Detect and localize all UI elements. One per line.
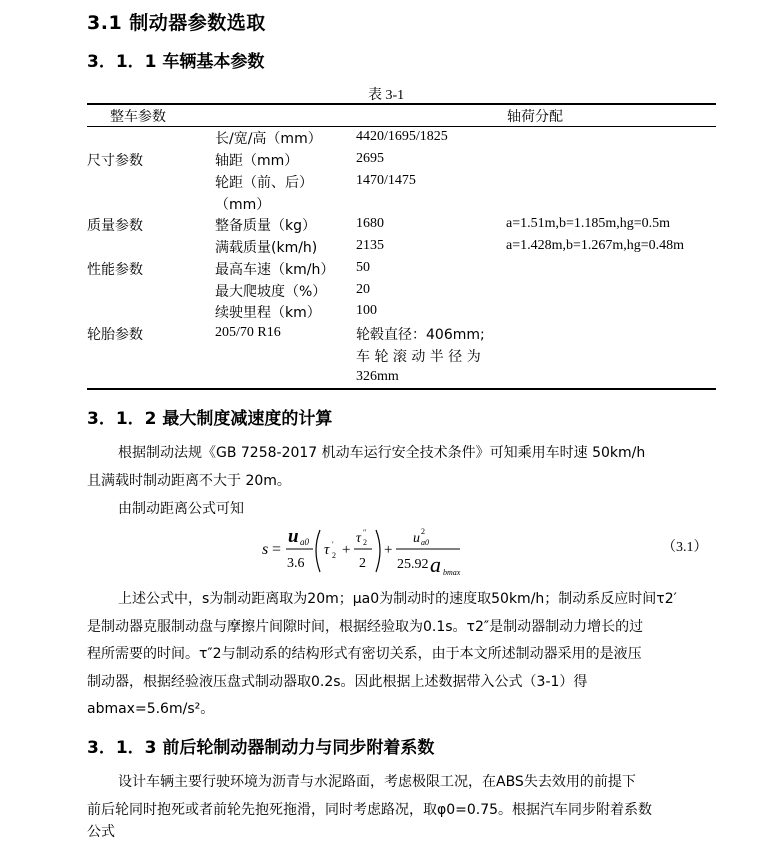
svg-text:′: ′ bbox=[332, 540, 334, 549]
svg-text:s: s bbox=[262, 541, 269, 558]
svg-text:u: u bbox=[413, 531, 420, 546]
row-range-label: 续驶里程（km） bbox=[215, 305, 321, 321]
svg-text:2: 2 bbox=[363, 538, 367, 547]
svg-text:2: 2 bbox=[332, 551, 336, 560]
row-perf-label: 性能参数 bbox=[87, 262, 143, 278]
svg-text:″: ″ bbox=[363, 528, 367, 537]
row-lwh-value: 4420/1695/1825 bbox=[356, 129, 448, 144]
svg-text:3.6: 3.6 bbox=[287, 556, 305, 571]
section-3-1-3-title: 3．1．3 前后轮制动器制动力与同步附着系数 bbox=[87, 738, 435, 758]
row-vmax-label: 最高车速（km/h） bbox=[215, 262, 335, 278]
svg-text:u: u bbox=[288, 526, 299, 547]
row-range-value: 100 bbox=[356, 303, 377, 318]
svg-text:a0: a0 bbox=[300, 537, 309, 547]
row-curb-label: 整备质量（kg） bbox=[215, 218, 316, 234]
paragraph-explanation-line-1: 上述公式中，s为制动距离取为20m；μa0为制动时的速度取50km/h；制动系反应时间τ2′ bbox=[118, 591, 677, 607]
row-mass-label: 质量参数 bbox=[87, 218, 143, 234]
svg-text:a: a bbox=[430, 552, 441, 577]
row-tire-note-1: 轮毂直径：406mm; bbox=[356, 327, 485, 343]
row-tire-note-3: 326mm bbox=[356, 369, 399, 384]
svg-text:bmax: bmax bbox=[443, 568, 461, 577]
row-track-value: 1470/1475 bbox=[356, 173, 416, 188]
row-curb-value: 1680 bbox=[356, 216, 384, 231]
table-header-vehicle: 整车参数 bbox=[110, 109, 166, 125]
row-wheelbase-value: 2695 bbox=[356, 151, 384, 166]
paragraph-formula-intro: 由制动距离公式可知 bbox=[118, 501, 244, 517]
svg-text:τ: τ bbox=[356, 531, 362, 546]
table-bottom-rule bbox=[87, 388, 716, 390]
paragraph-regulation-line-2: 且满载时制动距离不大于 20m。 bbox=[87, 473, 291, 489]
paragraph-explanation-line-3: 程所需要的时间。τ″2与制动系的结构形式有密切关系，由于本文所述制动器采用的是液压 bbox=[87, 646, 642, 662]
row-size-label: 尺寸参数 bbox=[87, 153, 143, 169]
row-full-label: 满载质量(km/h) bbox=[215, 240, 318, 256]
paragraph-explanation-line-2: 是制动器克服制动盘与摩擦片间隙时间，根据经验取为0.1s。τ2″是制动器制动力增长的过 bbox=[87, 619, 644, 635]
paragraph-road-line-1: 设计车辆主要行驶环境为沥青与水泥路面，考虑极限工况，在ABS失去效用的前提下 bbox=[118, 774, 636, 790]
paragraph-road-line-3: 公式 bbox=[87, 824, 115, 840]
table-top-rule bbox=[87, 103, 716, 105]
svg-text:+: + bbox=[342, 542, 351, 558]
row-track-label-2: （mm） bbox=[215, 197, 271, 213]
paragraph-road-line-2: 前后轮同时抱死或者前轮先抱死拖滑，同时考虑路况，取φ0=0.75。根据汽车同步附着系数 bbox=[87, 802, 653, 818]
svg-text:+: + bbox=[384, 542, 393, 558]
row-track-label-1: 轮距（前、后） bbox=[215, 175, 313, 191]
row-tire-spec: 205/70 R16 bbox=[215, 325, 281, 340]
braking-distance-formula bbox=[258, 520, 478, 582]
section-3-1-1-title: 3．1．1 车辆基本参数 bbox=[87, 52, 265, 72]
section-3-1-2-title: 3．1．2 最大制度减速度的计算 bbox=[87, 409, 333, 429]
row-grade-label: 最大爬坡度（%） bbox=[215, 284, 327, 300]
formula-number: （3.1） bbox=[662, 540, 708, 555]
table-header-axle: 轴荷分配 bbox=[507, 109, 563, 125]
svg-text:2: 2 bbox=[421, 527, 425, 536]
row-grade-value: 20 bbox=[356, 282, 370, 297]
row-full-axle: a=1.428m,b=1.267m,hg=0.48m bbox=[506, 238, 685, 253]
paragraph-regulation-line-1: 根据制动法规《GB 7258-2017 机动车运行安全技术条件》可知乘用车时速 50km/h bbox=[118, 445, 646, 461]
paragraph-explanation-line-5: abmax=5.6m/s²。 bbox=[87, 701, 215, 717]
row-tire-label: 轮胎参数 bbox=[87, 327, 143, 343]
row-tire-note-2: 车 轮 滚 动 半 径 为 bbox=[356, 349, 481, 365]
row-full-value: 2135 bbox=[356, 238, 384, 253]
svg-text:a0: a0 bbox=[421, 538, 429, 547]
svg-text:=: = bbox=[272, 541, 282, 558]
row-curb-axle: a=1.51m,b=1.185m,hg=0.5m bbox=[506, 216, 671, 231]
table-caption: 表 3-1 bbox=[368, 88, 405, 103]
row-lwh-label: 长/宽/高（mm） bbox=[215, 131, 322, 147]
svg-text:τ: τ bbox=[324, 542, 330, 558]
section-3-1-title: 3.1 制动器参数选取 bbox=[87, 12, 266, 34]
row-vmax-value: 50 bbox=[356, 260, 370, 275]
svg-text:2: 2 bbox=[359, 556, 366, 571]
paragraph-explanation-line-4: 制动器，根据经验液压盘式制动器取0.2s。因此根据上述数据带入公式（3-1）得 bbox=[87, 674, 588, 690]
svg-text:25.92: 25.92 bbox=[397, 557, 429, 572]
table-header-rule bbox=[87, 126, 716, 127]
row-wheelbase-label: 轴距（mm） bbox=[215, 153, 299, 169]
